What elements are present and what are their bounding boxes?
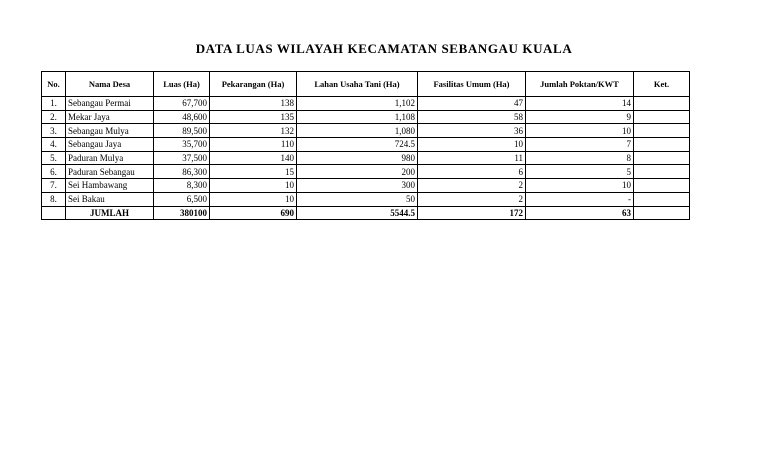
cell-luas: 37,500 [154,151,210,165]
cell-ket [634,110,690,124]
cell-fasilitas: 2 [418,179,526,193]
table-row [42,110,690,124]
header-no: No. [42,72,66,97]
cell-ket [634,179,690,193]
header-nama-desa: Nama Desa [66,72,154,97]
cell-lahan: 200 [297,165,418,179]
cell-poktan: 10 [526,124,634,138]
cell-pekarangan: 10 [210,179,297,193]
cell-luas: 6,500 [154,192,210,206]
cell-desa: Sebangau Mulya [66,124,154,138]
cell-poktan: - [526,192,634,206]
table-row [42,192,690,206]
table-row [42,124,690,138]
page-title: DATA LUAS WILAYAH KECAMATAN SEBANGAU KUALA [195,41,573,56]
cell-poktan: 14 [526,97,634,111]
cell-desa: Sebangau Permai [66,97,154,111]
cell-fasilitas: 6 [418,165,526,179]
total-row [42,206,690,220]
table-row [42,165,690,179]
cell-pekarangan: 140 [210,151,297,165]
cell-poktan: 8 [526,151,634,165]
cell-poktan: 7 [526,138,634,152]
cell-no: 5. [42,151,66,165]
header-jumlah-poktan: Jumlah Poktan/KWT [526,72,634,97]
table-row [42,97,690,111]
cell-no: 1. [42,97,66,111]
cell-lahan: 50 [297,192,418,206]
header-lahan-usaha-tani: Lahan Usaha Tani (Ha) [297,72,418,97]
cell-poktan: 10 [526,179,634,193]
total-luas: 380100 [154,206,210,220]
cell-desa: Mekar Jaya [66,110,154,124]
header-ket: Ket. [634,72,690,97]
header-luas: Luas (Ha) [154,72,210,97]
cell-luas: 35,700 [154,138,210,152]
cell-pekarangan: 10 [210,192,297,206]
cell-pekarangan: 15 [210,165,297,179]
cell-no [42,206,66,220]
cell-lahan: 300 [297,179,418,193]
cell-no: 4. [42,138,66,152]
cell-pekarangan: 138 [210,97,297,111]
cell-fasilitas: 11 [418,151,526,165]
cell-desa: Paduran Sebangau [66,165,154,179]
total-lahan: 5544.5 [297,206,418,220]
cell-luas: 48,600 [154,110,210,124]
cell-no: 6. [42,165,66,179]
cell-lahan: 1,102 [297,97,418,111]
cell-ket [634,165,690,179]
cell-luas: 86,300 [154,165,210,179]
cell-lahan: 724.5 [297,138,418,152]
table-row [42,151,690,165]
table-header-row [42,72,690,97]
cell-ket [634,124,690,138]
cell-desa: Sei Bakau [66,192,154,206]
cell-lahan: 980 [297,151,418,165]
cell-no: 2. [42,110,66,124]
cell-desa: Paduran Mulya [66,151,154,165]
cell-ket [634,138,690,152]
cell-lahan: 1,108 [297,110,418,124]
header-pekarangan: Pekarangan (Ha) [210,72,297,97]
cell-poktan: 5 [526,165,634,179]
data-table [41,71,690,220]
total-pekarangan: 690 [210,206,297,220]
cell-fasilitas: 47 [418,97,526,111]
cell-ket [634,192,690,206]
cell-luas: 67,700 [154,97,210,111]
cell-desa: Sebangau Jaya [66,138,154,152]
cell-pekarangan: 135 [210,110,297,124]
cell-fasilitas: 2 [418,192,526,206]
cell-poktan: 9 [526,110,634,124]
total-ket [634,206,690,220]
cell-luas: 8,300 [154,179,210,193]
header-fasilitas-umum: Fasilitas Umum (Ha) [418,72,526,97]
cell-fasilitas: 58 [418,110,526,124]
cell-lahan: 1,080 [297,124,418,138]
cell-fasilitas: 10 [418,138,526,152]
cell-fasilitas: 36 [418,124,526,138]
cell-desa: Sei Hambawang [66,179,154,193]
cell-no: 3. [42,124,66,138]
total-poktan: 63 [526,206,634,220]
total-fasilitas: 172 [418,206,526,220]
cell-ket [634,151,690,165]
cell-ket [634,97,690,111]
cell-pekarangan: 132 [210,124,297,138]
cell-pekarangan: 110 [210,138,297,152]
table-row [42,138,690,152]
table-row [42,179,690,193]
cell-no: 7. [42,179,66,193]
cell-no: 8. [42,192,66,206]
total-label: JUMLAH [66,206,154,220]
cell-luas: 89,500 [154,124,210,138]
